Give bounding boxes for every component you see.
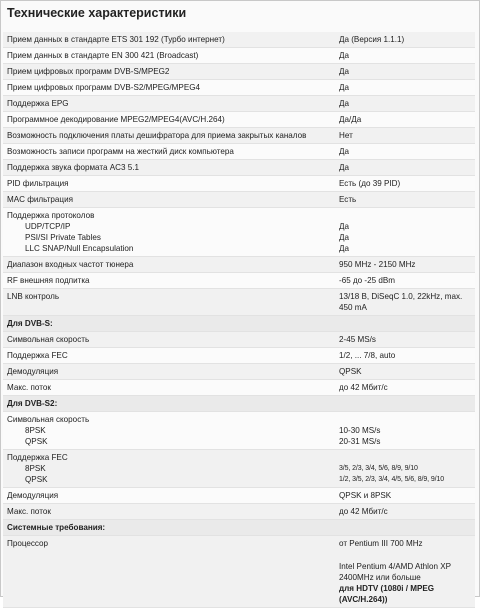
spec-label-text: PID фильтрация (7, 179, 69, 188)
spec-label (3, 176, 335, 192)
spec-value-text: QPSK (339, 367, 362, 376)
spec-value (335, 64, 475, 80)
spec-row (3, 192, 475, 208)
spec-row (3, 80, 475, 96)
spec-value-text: QPSK и 8PSK (339, 491, 392, 500)
spec-value (335, 316, 475, 332)
spec-label (3, 144, 335, 160)
spec-value-text: до 42 Мбит/с (339, 507, 388, 516)
spec-row (3, 48, 475, 64)
spec-label (3, 380, 335, 396)
spec-row (3, 208, 475, 257)
spec-label (3, 450, 335, 488)
spec-value (335, 396, 475, 412)
spec-sub-label: QPSK (25, 475, 48, 484)
spec-label-text: Прием данных в стандарте ETS 301 192 (Турбо интернет) (7, 35, 225, 44)
spec-label (3, 504, 335, 520)
spec-label-text: Макс. поток (7, 507, 51, 516)
spec-row (3, 450, 475, 488)
spec-label (3, 364, 335, 380)
spec-value-text: Да (339, 99, 349, 108)
spec-label (3, 316, 335, 332)
spec-label-text: Поддержка протоколов (7, 211, 95, 220)
spec-label-text: Диапазон входных частот тюнера (7, 260, 134, 269)
spec-label-text: Прием цифровых программ DVB-S/MPEG2 (7, 67, 170, 76)
spec-sub-label: UDP/TCP/IP (25, 222, 71, 231)
spec-label-text: Поддержка EPG (7, 99, 69, 108)
spec-label-text: Процессор (7, 539, 49, 548)
spec-row (3, 160, 475, 176)
spec-label-text: Прием данных в стандарте EN 300 421 (Broadcast) (7, 51, 199, 60)
spec-label (3, 396, 335, 412)
spec-value-text: Нет (339, 131, 353, 140)
spec-label (3, 32, 335, 48)
spec-label (3, 208, 335, 257)
spec-label (3, 289, 335, 316)
spec-value (335, 332, 475, 348)
spec-row (3, 412, 475, 450)
spec-value (335, 273, 475, 289)
spec-value-text: -65 дo -25 dBm (339, 276, 396, 285)
spec-label (3, 332, 335, 348)
spec-row (3, 348, 475, 364)
spec-value (335, 364, 475, 380)
spec-label-text: RF внешняя подпитка (7, 276, 90, 285)
spec-value-spacer (339, 414, 472, 425)
spec-value (335, 289, 475, 316)
spec-sub-value: 20-31 MS/s (339, 437, 381, 446)
spec-gap (339, 549, 472, 561)
spec-row (3, 536, 475, 608)
spec-sub-label: PSI/SI Private Tables (25, 233, 101, 242)
spec-label (3, 64, 335, 80)
spec-sub-label: 8PSK (25, 426, 46, 435)
spec-label (3, 192, 335, 208)
spec-sub-value: 10-30 MS/s (339, 426, 381, 435)
spec-value-text: от Pentium III 700 MHz (339, 539, 423, 548)
spec-label (3, 536, 335, 608)
spec-value (335, 80, 475, 96)
spec-sub-value: 1/2, 3/5, 2/3, 3/4, 4/5, 5/6, 8/9, 9/10 (339, 476, 445, 483)
spec-value (335, 48, 475, 64)
spec-label-text: Символьная скорость (7, 415, 90, 424)
spec-value-text: 2-45 MS/s (339, 335, 376, 344)
spec-row (3, 32, 475, 48)
spec-label-text: Демодуляция (7, 367, 59, 376)
spec-label-text: Поддержка FEC (7, 351, 68, 360)
section-row (3, 316, 475, 332)
spec-label (3, 488, 335, 504)
spec-value-text: Да (339, 147, 349, 156)
spec-label-text: Демодуляция (7, 491, 59, 500)
spec-label (3, 257, 335, 273)
spec-sub-value: Да (339, 233, 349, 242)
spec-label-text: LNB контроль (7, 292, 60, 301)
spec-row (3, 273, 475, 289)
spec-label-text: Программное декодирование MPEG2/MPEG4(AVC/H.264) (7, 115, 225, 124)
spec-label-text: Возможность подключения платы дешифратора для приема закрытых каналов (7, 131, 307, 140)
spec-row (3, 176, 475, 192)
spec-label-text: Поддержка FEC (7, 453, 68, 462)
spec-value (335, 450, 475, 488)
spec-extra-bold: для HDTV (1080i / MPEG (AVC/H.264)) (339, 584, 435, 604)
spec-value (335, 412, 475, 450)
spec-value-text: 950 MHz - 2150 MHz (339, 260, 416, 269)
spec-label-text: MAC фильтрация (7, 195, 73, 204)
section-row (3, 520, 475, 536)
spec-row (3, 289, 475, 316)
spec-label (3, 112, 335, 128)
spec-value-text: Да (339, 67, 349, 76)
spec-label-text: Системные требования: (7, 523, 106, 532)
spec-row (3, 144, 475, 160)
spec-label-text: Возможность записи программ на жесткий диск компьютера (7, 147, 234, 156)
spec-label (3, 520, 335, 536)
spec-value-spacer (339, 210, 472, 221)
spec-row (3, 96, 475, 112)
spec-sub-value: Да (339, 222, 349, 231)
spec-value (335, 144, 475, 160)
spec-label (3, 48, 335, 64)
spec-value-text: 1/2, ... 7/8, auto (339, 351, 396, 360)
spec-label (3, 412, 335, 450)
spec-row (3, 364, 475, 380)
spec-row (3, 257, 475, 273)
spec-sub-label: 8PSK (25, 464, 46, 473)
spec-value-text: Есть (до 39 PID) (339, 179, 401, 188)
spec-value (335, 504, 475, 520)
spec-value-text: Да (339, 51, 349, 60)
spec-sub-label: LLC SNAP/Null Encapsulation (25, 244, 134, 253)
spec-value (335, 380, 475, 396)
spec-label (3, 128, 335, 144)
spec-value (335, 176, 475, 192)
spec-row (3, 64, 475, 80)
spec-value (335, 96, 475, 112)
spec-value (335, 536, 475, 608)
spec-label-text: Макс. поток (7, 383, 51, 392)
spec-row (3, 128, 475, 144)
spec-value (335, 488, 475, 504)
spec-label (3, 80, 335, 96)
spec-label-text: Для DVB-S2: (7, 399, 58, 408)
spec-value (335, 348, 475, 364)
spec-label (3, 273, 335, 289)
spec-row (3, 504, 475, 520)
spec-label-text: Поддержка звука формата AC3 5.1 (7, 163, 139, 172)
spec-value (335, 160, 475, 176)
spec-value-text: до 42 Мбит/с (339, 383, 388, 392)
spec-value (335, 208, 475, 257)
spec-label (3, 348, 335, 364)
spec-value (335, 520, 475, 536)
spec-label-text: Прием цифровых программ DVB-S2/MPEG/MPEG4 (7, 83, 201, 92)
spec-row (3, 112, 475, 128)
spec-label-text: Для DVB-S: (7, 319, 53, 328)
spec-value (335, 128, 475, 144)
page-title: Технические характеристики (7, 6, 187, 20)
section-row (3, 396, 475, 412)
spec-value-text: 13/18 В, DiSeqC 1.0, 22kHz, max. 450 mA (339, 292, 463, 312)
spec-extra-text: Intel Pentium 4/AMD Athlon XP 2400MHz или больше (339, 562, 451, 582)
spec-value (335, 192, 475, 208)
spec-table-body (3, 32, 475, 608)
spec-row (3, 488, 475, 504)
spec-label (3, 160, 335, 176)
spec-row (3, 380, 475, 396)
spec-table (3, 32, 475, 608)
spec-value-text: Да/Да (339, 115, 362, 124)
spec-sub-label: QPSK (25, 437, 48, 446)
spec-value-text: Да (339, 163, 349, 172)
spec-value-text: Есть (339, 195, 357, 204)
spec-value-spacer (339, 452, 472, 463)
spec-row (3, 332, 475, 348)
spec-value-text: Да (339, 83, 349, 92)
spec-value (335, 257, 475, 273)
spec-value (335, 112, 475, 128)
spec-value (335, 32, 475, 48)
spec-label (3, 96, 335, 112)
spec-value-text: Да (Версия 1.1.1) (339, 35, 405, 44)
spec-label-text: Символьная скорость (7, 335, 90, 344)
spec-sub-value: Да (339, 244, 349, 253)
spec-sub-value: 3/5, 2/3, 3/4, 5/6, 8/9, 9/10 (339, 465, 418, 472)
